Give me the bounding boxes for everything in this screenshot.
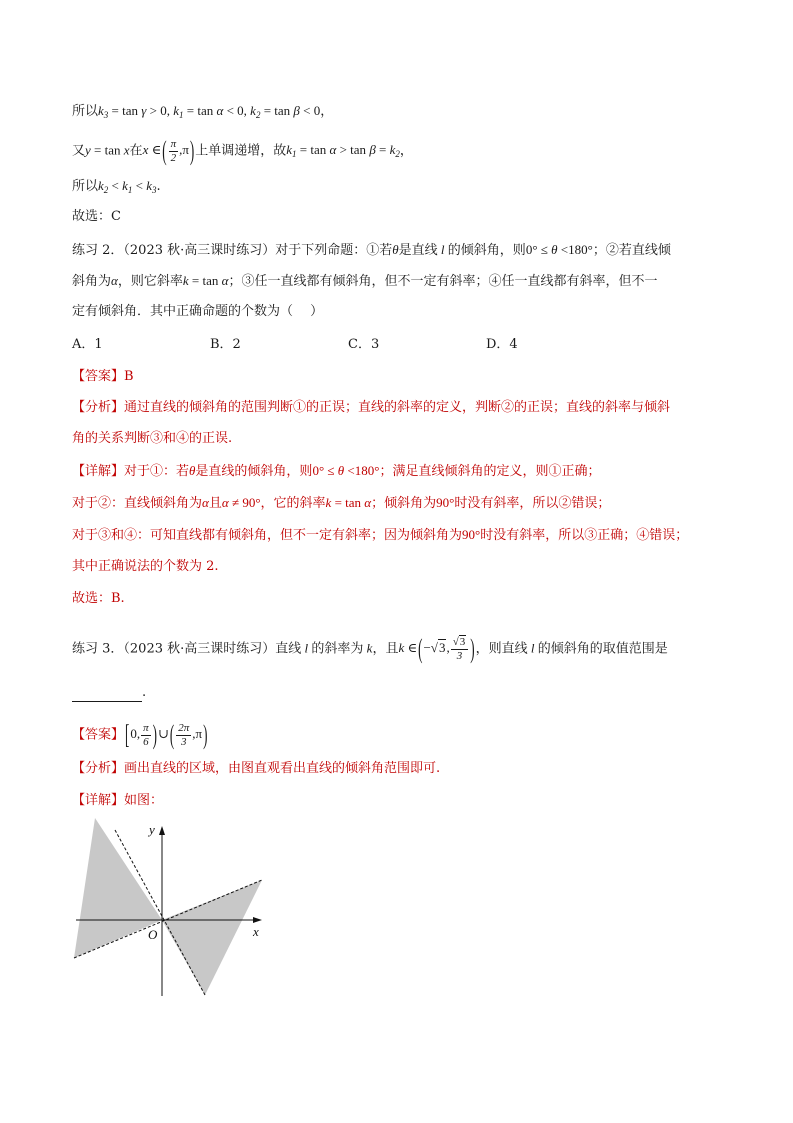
q3-detail: 【详解】如图： <box>72 793 164 808</box>
q2-line-2: 斜角为α，则它斜率k = tan α；③任一直线都有倾斜角，但不一定有斜率；④任一直线都有斜率，但不一 <box>72 273 658 289</box>
y-axis-arrow <box>159 826 165 835</box>
y-axis-label: y <box>149 822 155 837</box>
q3-line-1: 练习 3．（2023 秋·高三课时练习）直线 l 的斜率为 k，且k ∈(−√3, $\frac{√3}{3}$ )，则直线 l 的倾斜角的取值范围是 <box>72 632 668 665</box>
math-theta-range: 0° ≤ θ <180° <box>525 242 593 257</box>
q3-analysis: 【分析】画出直线的区域，由图直观看出直线的倾斜角范围即可. <box>72 761 441 776</box>
option-d: D．4 <box>486 337 518 352</box>
math-k1-gt-k2: $k_1 = \tan \alpha > \tan \beta = k_2$ <box>286 142 400 160</box>
option-b: B．2 <box>210 337 241 352</box>
q2-line-3: 定有倾斜角．其中正确命题的个数为（ ） <box>72 304 324 319</box>
choice-line-1: 故选：C <box>72 209 121 224</box>
text-line-2: 又y = tan x在x ∈( $\frac{\pi}{2}$ ,π)上单调递增，故$k_1 = \tan \alpha > \tan \beta = k_2$， <box>72 134 413 167</box>
q2-detail-3: 对于③和④：可知直线都有倾斜角，但不一定有斜率；因为倾斜角为90°时没有斜率，所以③正确；④错误； <box>72 527 689 543</box>
math-k-range: k ∈(−√3, $\frac{√3}{3}$ ) <box>398 632 475 665</box>
origin-label: O <box>148 927 158 942</box>
slope-region-figure <box>70 818 270 1000</box>
q2-line-1: 练习 2．（2023 秋·高三课时练习）对于下列命题：①若θ是直线 l 的倾斜角，则0° ≤ θ <180°；②若直线倾 <box>72 242 671 258</box>
x-axis-label: x <box>253 924 259 939</box>
text-line-3: 所以$k_2 < k_1 < k_3$. <box>72 178 161 195</box>
text-line-1: 所以$k_3 = \tan \gamma > 0$, $k_1 = \tan \alpha < 0$, $k_2 = \tan \beta < 0$， <box>72 103 334 120</box>
math-k-order: $k_2 < k_1 < k_3$ <box>98 178 157 195</box>
x-axis-arrow <box>253 917 262 923</box>
math-y-tanx: y = tan x <box>85 142 130 158</box>
option-c: C．3 <box>348 337 380 352</box>
q3-blank-line: . <box>72 684 146 702</box>
shaded-region-lower-right <box>162 880 262 995</box>
math-k-relations: $k_3 = \tan \gamma > 0$, $k_1 = \tan \alpha < 0$, $k_2 = \tan \beta < 0$ <box>98 103 321 120</box>
q2-answer: 【答案】B <box>72 369 134 384</box>
q2-analysis-2: 角的关系判断③和④的正误. <box>72 431 233 446</box>
q2-analysis-1: 【分析】通过直线的倾斜角的范围判断①的正误；直线的斜率的定义，判断②的正误；直线的斜率与倾斜 <box>72 400 671 415</box>
answer-blank[interactable] <box>72 687 142 702</box>
q2-detail-4: 其中正确说法的个数为 2. <box>72 559 219 574</box>
math-interval: x ∈( $\frac{\pi}{2}$ ,π) <box>142 134 195 167</box>
option-a: A．1 <box>72 337 103 352</box>
math-answer-range: [0, $\frac{\pi}{6}$ )∪( $\frac{2\pi}{3}$ ,π) <box>125 718 208 751</box>
q2-detail-1: 【详解】对于①：若θ是直线的倾斜角，则0° ≤ θ <180°；满足直线倾斜角的定义，则①正确； <box>72 463 601 479</box>
q2-choice: 故选：B. <box>72 591 125 606</box>
q3-answer: 【答案】[0, $\frac{\pi}{6}$ )∪( $\frac{2\pi}{3}$ ,π) <box>72 718 208 751</box>
q2-detail-2: 对于②：直线倾斜角为α且α ≠ 90°，它的斜率k = tan α；倾斜角为90°时没有斜率，所以②错误； <box>72 495 611 511</box>
